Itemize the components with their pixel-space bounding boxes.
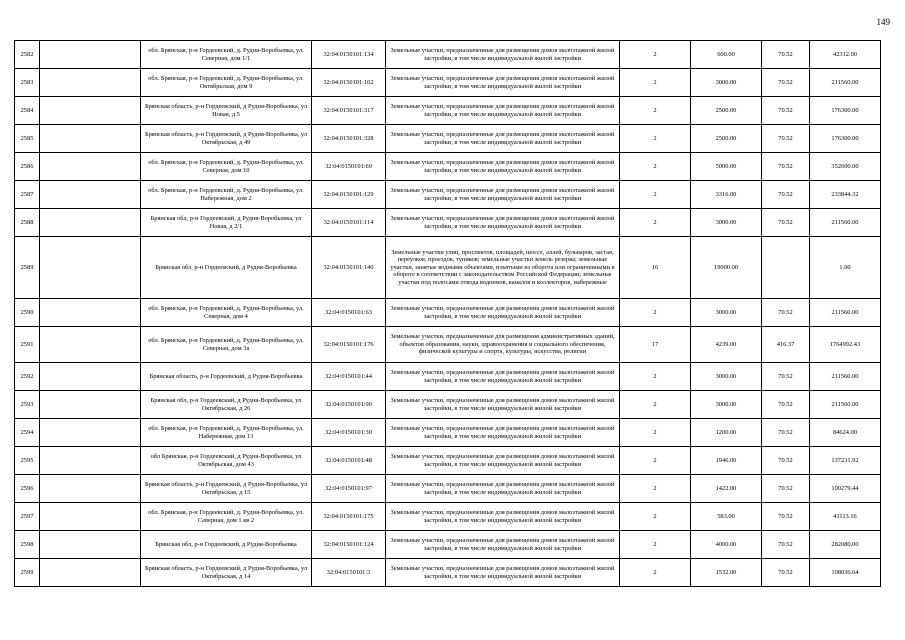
area-cell: 4000.00	[691, 531, 762, 559]
rate-cell	[762, 237, 810, 299]
cadastral-number-cell: 32:04:0150101:124	[312, 531, 386, 559]
group-cell: 2	[620, 391, 691, 419]
area-cell: 1422.00	[691, 475, 762, 503]
group-cell: 2	[620, 531, 691, 559]
group-cell: 16	[620, 237, 691, 299]
land-use-cell: Земельные участки, предназначенные для размещения домов малоэтажной жилой застройки, в том числе индивидуальной жилой застройки	[386, 97, 620, 125]
table-row	[15, 503, 881, 531]
land-use-cell: Земельные участки, предназначенные для размещения домов малоэтажной жилой застройки, в том числе индивидуальной жилой застройки	[386, 153, 620, 181]
land-use-cell: Земельные участки, предназначенные для размещения домов малоэтажной жилой застройки, в том числе индивидуальной жилой застройки	[386, 299, 620, 327]
row-number: 2592	[15, 363, 40, 391]
blank-cell	[40, 153, 141, 181]
table-row	[15, 237, 881, 299]
land-use-cell: Земельные участки, предназначенные для размещения домов малоэтажной жилой застройки, в том числе индивидуальной жилой застройки	[386, 69, 620, 97]
rate-cell: 70.52	[762, 41, 810, 69]
rate-cell: 70.52	[762, 181, 810, 209]
rate-cell: 70.52	[762, 209, 810, 237]
group-cell: 2	[620, 97, 691, 125]
blank-cell	[40, 531, 141, 559]
area-cell: 1946.00	[691, 447, 762, 475]
area-cell: 19000.00	[691, 237, 762, 299]
blank-cell	[40, 181, 141, 209]
cadastral-value-cell: 282080.00	[810, 531, 881, 559]
cadastral-number-cell: 32:04:0150101:114	[312, 209, 386, 237]
table-row	[15, 125, 881, 153]
cadastral-value-cell: 352600.00	[810, 153, 881, 181]
cadastral-number-cell: 32:04:0150101:102	[312, 69, 386, 97]
cadastral-value-cell: 211560.00	[810, 299, 881, 327]
cadastral-number-cell: 32:04:0150101:134	[312, 41, 386, 69]
land-use-cell: Земельные участки, предназначенные для размещения домов малоэтажной жилой застройки, в том числе индивидуальной жилой застройки	[386, 41, 620, 69]
table-row	[15, 475, 881, 503]
table-row	[15, 559, 881, 587]
rate-cell: 416.37	[762, 327, 810, 363]
land-use-cell: Земельные участки, предназначенные для размещения домов малоэтажной жилой застройки, в том числе индивидуальной жилой застройки	[386, 125, 620, 153]
land-use-cell: Земельные участки, предназначенные для размещения домов малоэтажной жилой застройки, в том числе индивидуальной жилой застройки	[386, 419, 620, 447]
table-row	[15, 447, 881, 475]
rate-cell: 70.52	[762, 363, 810, 391]
group-cell: 2	[620, 559, 691, 587]
area-cell: 3000.00	[691, 209, 762, 237]
cadastral-value-cell: 41113.16	[810, 503, 881, 531]
land-registry-table	[14, 40, 881, 587]
address-cell: Брянская область, р-н Гордеевский, д Рудня-Воробьевка, ул Октябрьская, д 15	[141, 475, 312, 503]
area-cell: 2500.00	[691, 97, 762, 125]
area-cell: 1200.00	[691, 419, 762, 447]
blank-cell	[40, 237, 141, 299]
blank-cell	[40, 41, 141, 69]
group-cell: 2	[620, 503, 691, 531]
area-cell: 2500.00	[691, 125, 762, 153]
cadastral-number-cell: 32:04:0150101:48	[312, 447, 386, 475]
rate-cell: 70.52	[762, 531, 810, 559]
rate-cell: 70.52	[762, 153, 810, 181]
cadastral-number-cell: 32:04:0150101:3	[312, 559, 386, 587]
rate-cell: 70.52	[762, 475, 810, 503]
group-cell: 17	[620, 327, 691, 363]
row-number: 2588	[15, 209, 40, 237]
cadastral-value-cell: 1.00	[810, 237, 881, 299]
cadastral-value-cell: 233844.32	[810, 181, 881, 209]
cadastral-number-cell: 32:04:0150101:176	[312, 327, 386, 363]
blank-cell	[40, 447, 141, 475]
page-number: 149	[876, 17, 890, 27]
blank-cell	[40, 503, 141, 531]
group-cell: 2	[620, 181, 691, 209]
row-number: 2597	[15, 503, 40, 531]
table-row	[15, 69, 881, 97]
address-cell: обл Брянская, р-н Гордеевский, д Рудня-Воробьевка, ул Октябрьская, дом 43	[141, 447, 312, 475]
blank-cell	[40, 419, 141, 447]
row-number: 2598	[15, 531, 40, 559]
area-cell: 5000.00	[691, 153, 762, 181]
land-use-cell: Земельные участки, предназначенные для размещения домов малоэтажной жилой застройки, в том числе индивидуальной жилой застройки	[386, 503, 620, 531]
table-row	[15, 299, 881, 327]
row-number: 2595	[15, 447, 40, 475]
area-cell: 3000.00	[691, 69, 762, 97]
land-use-cell: Земельные участки улиц, проспектов, площадей, шоссе, аллей, бульваров, застав, переулков, проездов, тупиков; земельные участки земель резерва; земельные участки, занятые водными объектами, изъятыми из оборота или ограниченными в обороте в соответствии с законодательством Российской Федерации; земельные участки под полосами отвода водоемов, каналов и коллекторов, набережные	[386, 237, 620, 299]
cadastral-number-cell: 32:04:0150101:90	[312, 391, 386, 419]
table-row	[15, 419, 881, 447]
cadastral-number-cell: 32:04:0150101:129	[312, 181, 386, 209]
blank-cell	[40, 391, 141, 419]
area-cell: 600.00	[691, 41, 762, 69]
area-cell: 3000.00	[691, 391, 762, 419]
row-number: 2596	[15, 475, 40, 503]
cadastral-number-cell: 32:04:0150101:63	[312, 299, 386, 327]
group-cell: 2	[620, 363, 691, 391]
table-row	[15, 41, 881, 69]
table-row	[15, 181, 881, 209]
area-cell: 3316.00	[691, 181, 762, 209]
rate-cell: 70.52	[762, 503, 810, 531]
area-cell: 583.00	[691, 503, 762, 531]
cadastral-number-cell: 32:04:0150101:44	[312, 363, 386, 391]
address-cell: обл. Брянская, р-н Гордеевский, д. Рудня-Воробьевка, ул. Северная, дом 1/1	[141, 41, 312, 69]
area-cell: 3000.00	[691, 299, 762, 327]
group-cell: 2	[620, 153, 691, 181]
rate-cell: 70.52	[762, 447, 810, 475]
table-row	[15, 531, 881, 559]
table-row	[15, 327, 881, 363]
blank-cell	[40, 363, 141, 391]
row-number: 2589	[15, 237, 40, 299]
blank-cell	[40, 299, 141, 327]
address-cell: Брянская обл, р-н Гордеевский, д Рудня-Воробьевка	[141, 531, 312, 559]
rate-cell: 70.52	[762, 391, 810, 419]
land-use-cell: Земельные участки, предназначенные для размещения домов малоэтажной жилой застройки, в том числе индивидуальной жилой застройки	[386, 181, 620, 209]
group-cell: 2	[620, 447, 691, 475]
land-use-cell: Земельные участки, предназначенные для размещения домов малоэтажной жилой застройки, в том числе индивидуальной жилой застройки	[386, 363, 620, 391]
group-cell: 2	[620, 125, 691, 153]
cadastral-value-cell: 137231.92	[810, 447, 881, 475]
row-number: 2591	[15, 327, 40, 363]
cadastral-value-cell: 108036.64	[810, 559, 881, 587]
row-number: 2594	[15, 419, 40, 447]
row-number: 2583	[15, 69, 40, 97]
land-use-cell: Земельные участки, предназначенные для размещения административных зданий, объектов образования, науки, здравоохранения и социального обеспечения, физической культуры и спорта, культуры, искусства, религии	[386, 327, 620, 363]
address-cell: обл. Брянская, р-н Гордеевский, д. Рудня-Воробьевка, ул. Северная, дом 1 кв 2	[141, 503, 312, 531]
cadastral-value-cell: 84624.00	[810, 419, 881, 447]
address-cell: обл. Брянская, р-н Гордеевский, д. Рудня-Воробьевка, ул. Северная, дом 3а	[141, 327, 312, 363]
row-number: 2586	[15, 153, 40, 181]
row-number: 2587	[15, 181, 40, 209]
cadastral-number-cell: 32:04:0150101:328	[312, 125, 386, 153]
blank-cell	[40, 69, 141, 97]
blank-cell	[40, 209, 141, 237]
group-cell: 2	[620, 69, 691, 97]
cadastral-number-cell: 32:04:0150101:317	[312, 97, 386, 125]
address-cell: обл. Брянская, р-н Гордеевский, д. Рудня-Воробьевка, ул. Набережная, дом 13	[141, 419, 312, 447]
address-cell: обл. Брянская, р-н Гордеевский, д. Рудня-Воробьевка, ул. Северная, дом 4	[141, 299, 312, 327]
blank-cell	[40, 327, 141, 363]
land-use-cell: Земельные участки, предназначенные для размещения домов малоэтажной жилой застройки, в том числе индивидуальной жилой застройки	[386, 531, 620, 559]
group-cell: 2	[620, 209, 691, 237]
row-number: 2599	[15, 559, 40, 587]
cadastral-value-cell: 211560.00	[810, 209, 881, 237]
land-use-cell: Земельные участки, предназначенные для размещения домов малоэтажной жилой застройки, в том числе индивидуальной жилой застройки	[386, 209, 620, 237]
land-use-cell: Земельные участки, предназначенные для размещения домов малоэтажной жилой застройки, в том числе индивидуальной жилой застройки	[386, 391, 620, 419]
address-cell: Брянская область, р-н Гордеевский, д Рудня-Воробьевка	[141, 363, 312, 391]
table-row	[15, 391, 881, 419]
area-cell: 4239.00	[691, 327, 762, 363]
cadastral-value-cell: 211560.00	[810, 69, 881, 97]
group-cell: 2	[620, 475, 691, 503]
row-number: 2590	[15, 299, 40, 327]
address-cell: Брянская область, р-н Гордеевский, д Рудня-Воробьевка, ул Новая, д 5	[141, 97, 312, 125]
land-use-cell: Земельные участки, предназначенные для размещения домов малоэтажной жилой застройки, в том числе индивидуальной жилой застройки	[386, 475, 620, 503]
cadastral-value-cell: 211560.00	[810, 391, 881, 419]
row-number: 2584	[15, 97, 40, 125]
rate-cell: 70.52	[762, 299, 810, 327]
cadastral-number-cell: 32:04:0150101:69	[312, 153, 386, 181]
address-cell: Брянская обл, р-н Гордеевский, д Рудня-Воробьевка, ул Октябрьская, д 26	[141, 391, 312, 419]
land-use-cell: Земельные участки, предназначенные для размещения домов малоэтажной жилой застройки, в том числе индивидуальной жилой застройки	[386, 447, 620, 475]
cadastral-value-cell: 1764992.43	[810, 327, 881, 363]
land-use-cell: Земельные участки, предназначенные для размещения домов малоэтажной жилой застройки, в том числе индивидуальной жилой застройки	[386, 559, 620, 587]
group-cell: 2	[620, 299, 691, 327]
table-row	[15, 209, 881, 237]
cadastral-value-cell: 176300.00	[810, 125, 881, 153]
rate-cell: 70.52	[762, 419, 810, 447]
cadastral-value-cell: 211560.00	[810, 363, 881, 391]
rate-cell: 70.52	[762, 125, 810, 153]
group-cell: 2	[620, 41, 691, 69]
cadastral-value-cell: 176300.00	[810, 97, 881, 125]
address-cell: Брянская область, р-н Гордеевский, д Рудня-Воробьевка, ул Октябрьская, д 14	[141, 559, 312, 587]
group-cell: 2	[620, 419, 691, 447]
address-cell: обл. Брянская, р-н Гордеевский, д. Рудня-Воробьевка, ул. Октябрьская, дом 9	[141, 69, 312, 97]
rate-cell: 70.52	[762, 97, 810, 125]
rate-cell: 70.52	[762, 69, 810, 97]
cadastral-number-cell: 32:04:0150101:140	[312, 237, 386, 299]
address-cell: обл. Брянская, р-н Гордеевский, д. Рудня-Воробьевка, ул. Набережная, дом 2	[141, 181, 312, 209]
cadastral-number-cell: 32:04:0150101:97	[312, 475, 386, 503]
cadastral-value-cell: 42312.00	[810, 41, 881, 69]
area-cell: 1532.00	[691, 559, 762, 587]
cadastral-value-cell: 100279.44	[810, 475, 881, 503]
cadastral-number-cell: 32:04:0150101:30	[312, 419, 386, 447]
address-cell: Брянская обл, р-н Гордеевский, д Рудня-Воробьевка, ул Новая, д 2/1	[141, 209, 312, 237]
address-cell: Брянская область, р-н Гордеевский, д Рудня-Воробьевка, ул Октябрьская, д 49	[141, 125, 312, 153]
blank-cell	[40, 97, 141, 125]
table-row	[15, 97, 881, 125]
rate-cell: 70.52	[762, 559, 810, 587]
address-cell: Брянская обл, р-н Гордеевский, д Рудня-Воробьевка	[141, 237, 312, 299]
blank-cell	[40, 559, 141, 587]
row-number: 2593	[15, 391, 40, 419]
cadastral-number-cell: 32:04:0150101:175	[312, 503, 386, 531]
blank-cell	[40, 475, 141, 503]
row-number: 2582	[15, 41, 40, 69]
address-cell: обл. Брянская, р-н Гордеевский, д. Рудня-Воробьевка, ул. Северная, дом 10	[141, 153, 312, 181]
table-row	[15, 153, 881, 181]
area-cell: 3000.00	[691, 363, 762, 391]
row-number: 2585	[15, 125, 40, 153]
blank-cell	[40, 125, 141, 153]
table-row	[15, 363, 881, 391]
